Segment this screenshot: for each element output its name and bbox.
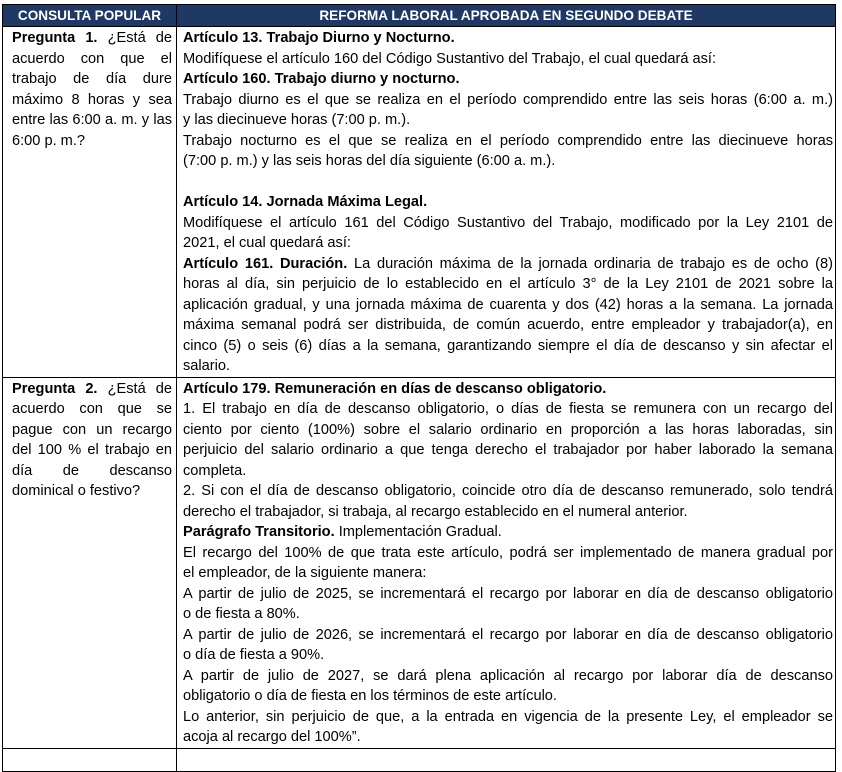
question-1-cell [3,27,177,378]
numeral-2-line2: derecho el trabajador, si trabaja, al recargo establecido en el numeral anterior. [183,503,688,520]
article-14-intro-line2: 2021, el cual quedará así: [183,235,351,251]
article-161-line6: salario. [183,358,231,374]
comparison-table [2,4,836,772]
article-161-line1 [183,254,833,275]
gradual-line1: El recargo del 100% de que trata este artículo, podrá ser implementado de manera gradual por [183,544,833,561]
article-161-line4: máxima semanal podrá ser distribuida, de común acuerdo, entre empleador y trabajador(a), en [183,317,833,333]
numeral-1-line1: 1. El trabajo en día de descanso obligatorio, o días de fiesta se remunera con un recargo del [183,401,833,417]
question-1-text: ¿Está de acuerdo con que el trabajo de día dure máximo 8 horas y sea entre las 6:00 a. m. y las 6:00 p. m.? [12,30,172,149]
article-160-p1-line2: y las diecinueve horas (7:00 p. m.). [183,112,411,128]
article-14-title: Artículo 14. Jornada Máxima Legal. [183,194,428,210]
numeral-1-line2: ciento por ciento (100%) sobre el salario ordinario en proporción a las horas laboradas, sin [183,421,833,438]
year-2026-line2: o día de fiesta a 90%. [183,647,325,663]
numeral-1-line4: completa. [183,462,247,479]
article-179-title: Artículo 179. Remuneración en días de descanso obligatorio. [183,380,607,397]
reform-2-cell [177,377,836,748]
article-160-p2-line1: Trabajo nocturno es el que se realiza en el período comprendido entre las diecinueve horas [183,132,833,149]
article-160-p2-line2: (7:00 p. m.) y las seis horas del día siguiente (6:00 a. m.). [183,153,556,169]
article-13-intro: Modifíquese el artículo 160 del Código Sustantivo del Trabajo, el cual quedará así: [183,50,717,67]
numeral-1-line3: perjuicio del salario ordinario a que tenga derecho el trabajador por haber laborado la semana [183,442,833,458]
empty-cell [3,748,177,771]
article-161-line3: aplicación gradual, y una jornada máxima de cuarenta y dos (42) horas a la semana. La jornada [183,296,833,313]
empty-cell [177,748,836,771]
article-161-line5: cinco (5) o seis (6) días a la semana, garantizando siempre el día de descanso y sin afectar el [183,337,833,354]
year-2027-line1: A partir de julio de 2027, se dará plena aplicación al recargo por laborar día de descanso [183,667,833,684]
article-161-title: Artículo 161. Duración. [183,255,348,272]
question-2-label: Pregunta 2. [12,380,98,397]
paragrafo-title: Parágrafo Transitorio. [183,524,335,540]
year-2025-line1: A partir de julio de 2025, se incrementará el recargo por laborar en día de descanso obligatorio [183,585,833,602]
gradual-line2: el empleador, de la siguiente manera: [183,565,427,581]
article-160-title: Artículo 160. Trabajo diurno y nocturno. [183,71,460,87]
numeral-2-line1: 2. Si con el día de descanso obligatorio, coincide otro día de descanso remunerado, solo tendrá [183,483,833,499]
table-header-row [3,5,836,27]
question-1-label: Pregunta 1. [12,30,98,46]
reform-1-cell [177,27,836,378]
header-reforma-laboral: REFORMA LABORAL APROBADA EN SEGUNDO DEBATE [177,5,836,27]
closing-line1: Lo anterior, sin perjuicio de que, a la entrada en vigencia de la presente Ley, el empleador se [183,708,833,725]
paragrafo-transitorio [183,522,833,543]
article-160-p1-line1: Trabajo diurno es el que se realiza en el período comprendido entre las seis horas (6:00 a. m.) [183,91,833,108]
closing-line2: acoja al recargo del 100%”. [183,729,361,745]
table-row [3,27,836,378]
table-row [3,377,836,748]
year-2026-line1: A partir de julio de 2026, se incrementará el recargo por laborar en día de descanso obligatorio [183,626,833,643]
article-161-line2: horas al día, sin perjuicio de lo establecido en el artículo 3° de la Ley 2101 de 2021 sobre la [183,276,833,292]
year-2025-line2: o de fiesta a 80%. [183,606,300,622]
spacer [183,172,833,193]
article-13-title: Artículo 13. Trabajo Diurno y Nocturno. [183,30,455,46]
article-161-line1-text: La duración máxima de la jornada ordinaria de trabajo es de ocho (8) [354,255,834,272]
question-2-text: ¿Está de acuerdo con que se pague con un recargo del 100 % el trabajo en día de descanso dominical o festivo? [12,380,172,499]
table-row-continued [3,748,836,771]
paragrafo-text: Implementación Gradual. [338,524,502,540]
article-14-intro-line1: Modifíquese el artículo 161 del Código Sustantivo del Trabajo, modificado por la Ley 2101 de [183,214,833,231]
year-2027-line2: obligatorio o día de fiesta en los términos de este artículo. [183,688,557,704]
question-2-cell [3,377,177,748]
header-consulta-popular: CONSULTA POPULAR [3,5,177,27]
